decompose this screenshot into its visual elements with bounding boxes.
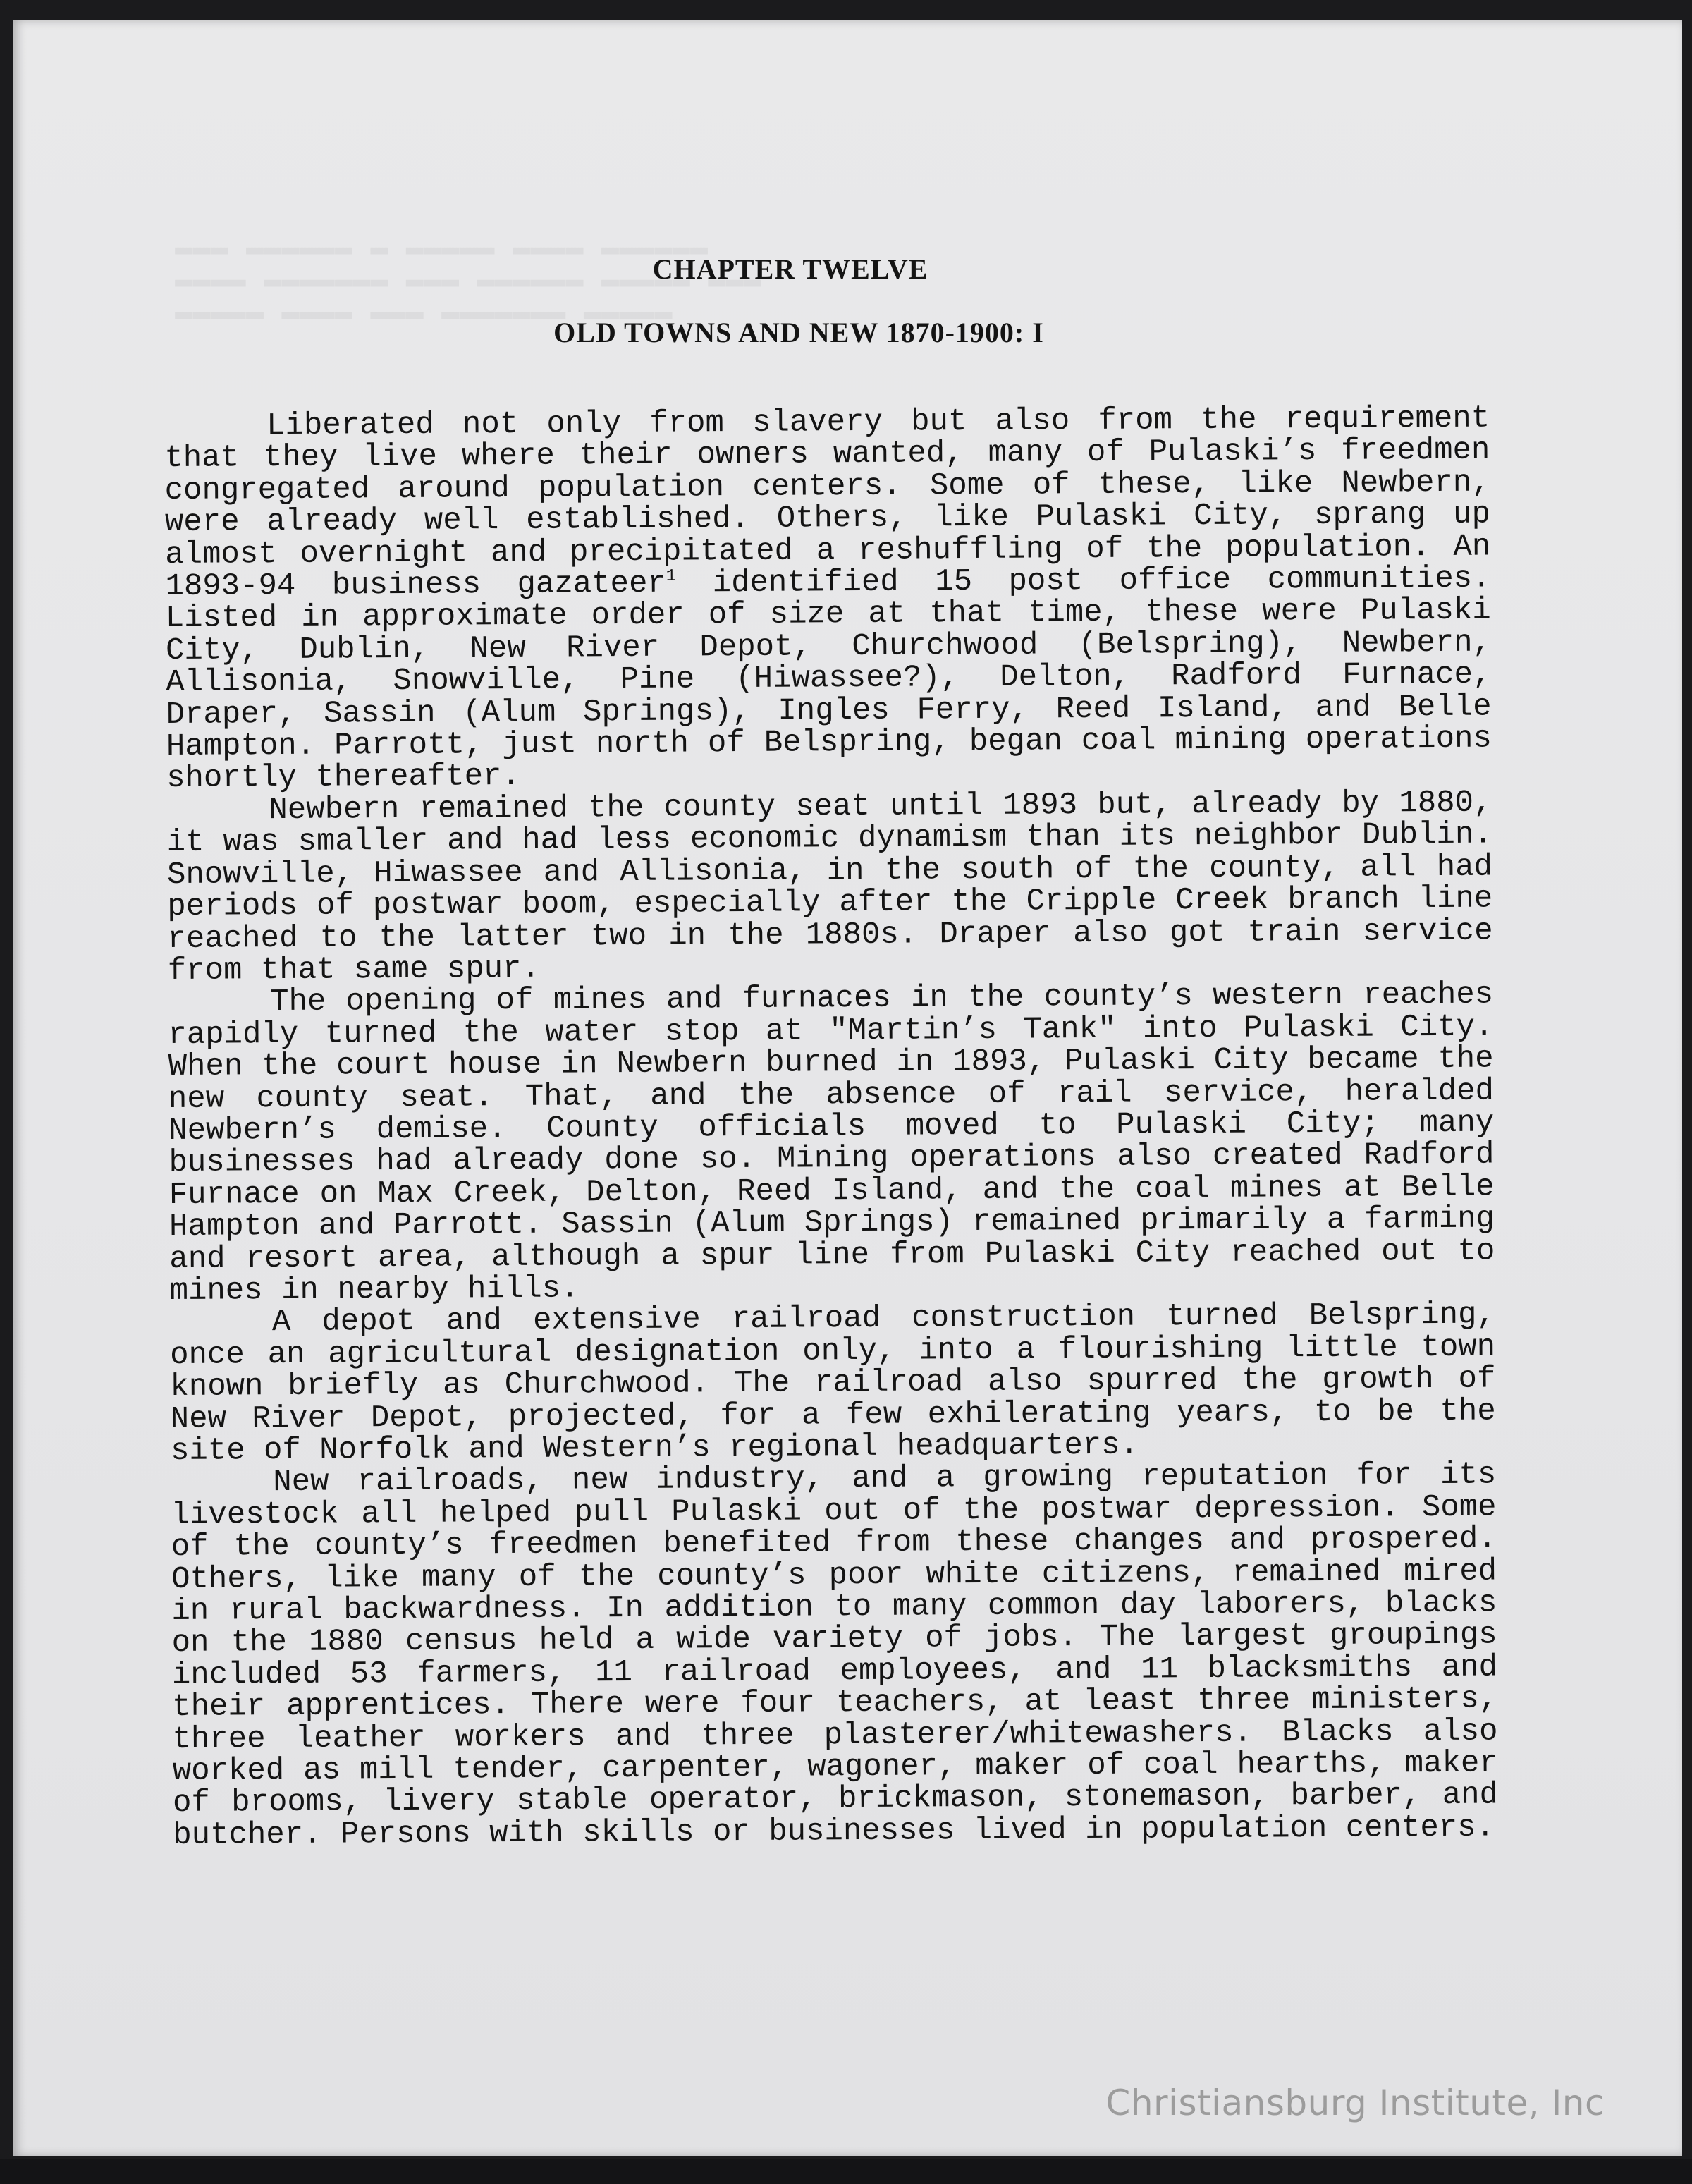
- footnote-reference: 1: [666, 566, 677, 587]
- paragraph-4: A depot and extensive railroad construction turned Belspring, once an agricultural designation only, into a flourishing little town known briefly as Churchwood. The railroad also spurred the growth of New River Depot, projected, for a few exhilerating years, to be the site of Norfolk and Western’s regional headquarters.: [170, 1297, 1496, 1469]
- paragraph-1: [164, 403, 1492, 795]
- chapter-subtitle: OLD TOWNS AND NEW 1870-1900: I: [553, 317, 1044, 348]
- chapter-title: CHAPTER TWELVE: [652, 253, 928, 285]
- paragraph-3: The opening of mines and furnaces in the county’s western reaches rapidly turned the water stop at "Martin’s Tank" into Pulaski City. When the court house in Newbern burned in 1893, Pulaski City became the new county seat. That, and the absence of rail service, heralded Newbern’s demise. County officials moved to Pulaski City; many businesses had already done so. Mining operations also created Radford Furnace on Max Creek, Delton, Reed Island, and the coal mines at Belle Hampton and Parrott. Sassin (Alum Springs) remained primarily a farming and resort area, although a spur line from Pulaski City reached out to mines in nearby hills.: [168, 977, 1495, 1309]
- paragraph-2: Newbern remained the county seat until 1893 but, already by 1880, it was smaller and had less economic dynamism than its neighbor Dublin. Snowville, Hiwassee and Allisonia, in the south of the county, all had periods of postwar boom, especially after the Cripple Creek branch line reached to the latter two in the 1880s. Draper also got train service from that same spur.: [166, 785, 1493, 989]
- paragraph-5: New railroads, new industry, and a growing reputation for its livestock all helped pull Pulaski out of the postwar depression. Some of the county’s freedmen benefited from these changes and prospered. Others, like many of the county’s poor white citizens, remained mired in rural backwardness. In addition to many common day laborers, blacks on the 1880 census held a wide variety of jobs. The largest groupings included 53 farmers, 11 railroad employees, and 11 blacksmiths and their apprentices. There were four teachers, at least three ministers, three leather workers and three plasterer/whitewashers. Blacks also worked as mill tender, carpenter, wagoner, maker of coal hearths, maker of brooms, livery stable operator, brickmason, stonemason, barber, and butcher. Persons with skills or businesses lived in population centers.: [171, 1457, 1499, 1853]
- document-page: [13, 20, 1682, 2156]
- paragraph-1-text: Liberated not only from slavery but also from the requirement that they live where their owners wanted, many of Pulaski’s freedmen congregated around population centers. Some of these, like Newbern, were already well established. Others, like Pulaski City, sprang up almost overnight and precipitated a reshuffling of the population. An 1893-94 business gazateer: [164, 401, 1491, 605]
- paragraph-1-text-continued: identified 15 post office communities. Listed in approximate order of size at that time, these were Pulaski City, Dublin, New River Depot, Churchwood (Belspring), Newbern, Allisonia, Snowville, Pine (Hiwassee?), Delton, Radford Furnace, Draper, Sassin (Alum Springs), Ingles Ferry, Reed Island, and Belle Hampton. Parrott, just north of Belspring, began coal mining operations shortly thereafter.: [165, 561, 1492, 797]
- watermark: Christiansburg Institute, Inc: [1105, 2082, 1605, 2123]
- chapter-body: [164, 403, 1498, 1853]
- scanner-bottom-edge: [0, 2159, 1692, 2184]
- bleed-through-texture: ▬▬▬ ▬▬▬▬▬▬ ▬ ▬▬▬▬▬ ▬▬▬▬ ▬▬▬▬▬▬ ▬▬▬▬ ▬▬▬▬▬▬▬ ▬▬▬ ▬▬▬▬▬▬ ▬▬▬▬▬ ▬▬▬ ▬▬▬▬▬ ▬▬▬▬ ▬▬▬ ▬▬▬▬▬▬▬ ▬▬▬▬▬: [175, 231, 761, 329]
